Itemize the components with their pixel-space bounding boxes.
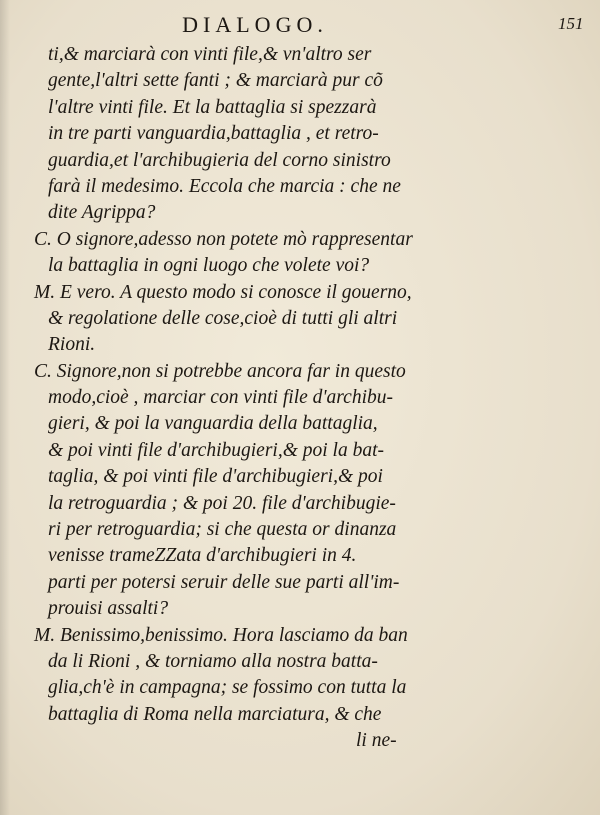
text-line: dite Agrippa? xyxy=(48,202,156,224)
running-title: DIALOGO. xyxy=(182,12,328,37)
text-line: da li Rioni , & torniamo alla nostra batta- xyxy=(48,650,378,672)
text-line: parti per potersi seruir delle sue parti all'im- xyxy=(48,571,400,593)
text-line: & poi vinti file d'archibugieri,& poi la bat- xyxy=(48,439,385,461)
text-line: & regolatione delle cose,cioè di tutti gli altri xyxy=(48,307,398,329)
text-line: l'altre vinti file. Et la battaglia si spezzarà xyxy=(48,96,377,118)
text-line: venisse trameZZata d'archibugieri in 4. xyxy=(48,545,357,567)
speaker-line: C. O signore,adesso non potete mò rappresentar xyxy=(34,228,413,250)
text-line: glia,ch'è in campagna; se fossimo con tutta la xyxy=(48,677,407,699)
text-line: battaglia di Roma nella marciatura, & che xyxy=(48,703,382,725)
text-line: ri per retroguardia; si che questa or dinanza xyxy=(48,519,397,541)
dialogue-text-block xyxy=(34,42,434,755)
text-line: gieri, & poi la vanguardia della battaglia, xyxy=(48,413,378,435)
text-line: guardia,et l'archibugieria del corno sinistro xyxy=(48,149,391,171)
speaker-line: C. Signore,non si potrebbe ancora far in questo xyxy=(34,360,406,382)
text-line: in tre parti vanguardia,battaglia , et retro- xyxy=(48,123,379,145)
text-line: Rioni. xyxy=(48,334,96,356)
text-line: prouisi assalti? xyxy=(48,598,169,620)
gutter-shadow xyxy=(0,0,10,815)
text-line: la retroguardia ; & poi 20. file d'archibugie- xyxy=(48,492,396,514)
speaker-line: M. E vero. A questo modo si conosce il gouerno, xyxy=(34,281,412,303)
text-line: taglia, & poi vinti file d'archibugieri,& poi xyxy=(48,466,383,488)
text-line: gente,l'altri sette fanti ; & marciarà pur cõ xyxy=(48,70,383,92)
text-line: modo,cioè , marciar con vinti file d'archibu- xyxy=(48,387,393,409)
text-line: farà il medesimo. Eccola che marcia : che ne xyxy=(48,175,401,197)
catchword: li ne- xyxy=(356,730,397,752)
speaker-line: M. Benissimo,benissimo. Hora lasciamo da ban xyxy=(34,624,408,646)
page-header xyxy=(0,12,600,42)
text-line: la battaglia in ogni luogo che volete voi? xyxy=(48,255,370,277)
text-line: ti,& marciarà con vinti file,& vn'altro ser xyxy=(48,44,372,65)
page-number: 151 xyxy=(558,14,584,33)
